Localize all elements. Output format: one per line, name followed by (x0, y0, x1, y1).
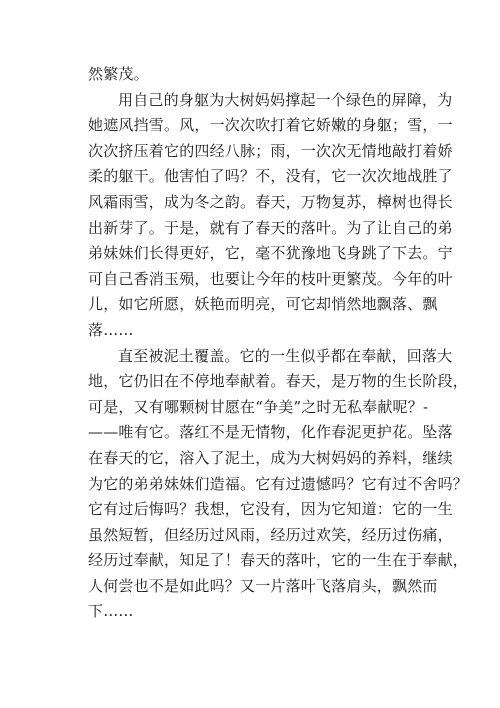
text-line: 儿，如它所愿，妖艳而明亮，可它却悄然地飘落、飘 (88, 295, 438, 314)
text-line: 出新芽了。于是，就有了春天的落叶。为了让自己的弟 (88, 218, 453, 237)
text-line: 次次挤压着它的四经八脉；雨，一次次无情地敲打着娇 (88, 141, 453, 160)
text-line: 她遮风挡雪。风，一次次吹打着它娇嫩的身躯；雪，一 (88, 116, 453, 135)
paragraph-start-line: 直至被泥土覆盖。它的一生似乎都在奉献，回落大 (118, 346, 453, 365)
text-line: 风霜雨雪，成为冬之韵。春天，万物复苏，樟树也得长 (88, 192, 453, 211)
text-line: 可自己香消玉殒，也要让今年的枝叶更繁茂。今年的叶 (88, 269, 453, 288)
text-line: 可是，又有哪颗树甘愿在“争美”之时无私奉献呢？- (88, 397, 429, 416)
text-line: 弟妹妹们长得更好，它，毫不犹豫地飞身跳了下去。宁 (88, 244, 453, 263)
text-line: 经历过奉献，知足了！春天的落叶，它的一生在于奉献， (88, 551, 469, 570)
text-line: 虽然短暂，但经历过风雨，经历过欢笑，经历过伤痛， (88, 525, 453, 544)
text-line: 下…… (88, 602, 134, 621)
text-line: 落…… (88, 320, 134, 339)
text-line: 在春天的它，溶入了泥土，成为大树妈妈的养料，继续 (88, 448, 453, 467)
paragraph-start-line: 用自己的身躯为大树妈妈撑起一个绿色的屏障，为 (118, 90, 453, 109)
text-line: 为它的弟弟妹妹们造福。它有过遗憾吗？它有过不舍吗？ (88, 474, 469, 493)
text-line: 然繁茂。 (88, 65, 149, 83)
text-line: 地，它仍旧在不停地奉献着。春天，是万物的生长阶段， (88, 372, 469, 391)
text-line: 它有过后悔吗？我想，它没有，因为它知道：它的一生 (88, 500, 453, 519)
text-line: 柔的躯干。他害怕了吗？不，没有，它一次次地战胜了 (88, 167, 453, 186)
text-line: ——唯有它。落红不是无情物，化作春泥更护花。坠落 (88, 423, 453, 442)
document-body (88, 62, 469, 625)
text-line: 人何尝也不是如此吗？又一片落叶飞落肩头，飘然而 (88, 576, 438, 595)
